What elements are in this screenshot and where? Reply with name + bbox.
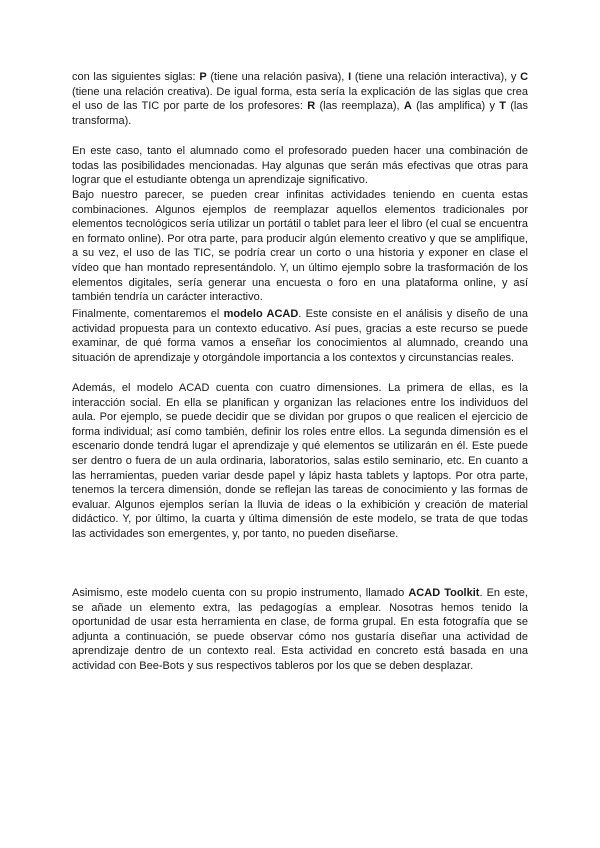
paragraph-dimensiones xyxy=(72,381,528,542)
body-text: Finalmente, comentaremos el xyxy=(72,308,224,320)
bold-text: ACAD Toolkit xyxy=(408,587,480,599)
body-text: con las siguientes siglas: xyxy=(72,71,200,83)
bold-text: I xyxy=(348,71,352,83)
body-text: . En este, se añade un elemento extra, las pedagogías a emplear. Nosotras hemos tenido la oportunidad de usar esta herramienta en clase, de forma grupal. En esta fotografía que se adjunta a continuación, se puede observar cómo nos gustaría diseñar una actividad de aprendizaje dentro de un contexto real. Esta actividad en concreto está basada en una actividad con Bee-Bots y sus respectivos tableros por los que se deben desplazar. xyxy=(72,587,528,672)
bold-text: T xyxy=(499,100,506,113)
body-text: (tiene una relación pasiva), xyxy=(206,71,349,83)
paragraph-siglas xyxy=(72,70,528,128)
body-text: Además, el modelo ACAD cuenta con cuatro dimensiones. La primera de ellas, es la interacción social. En ella se planifican y organizan las relaciones entre los individuos del aula. Por ejemplo, se puede decidir que se dividan por grupos o que realicen el ejercicio de forma individual; así como también, definir los roles entre ellos. La segunda dimensión es el escenario donde tendrá lugar el aprendizaje y qué elementos se utilizarán en él. Este puede ser dentro o fuera de un aula ordinaria, laboratorios, salas estilo seminario, etc. En cuanto a las herramientas, pueden variar desde papel y lápiz hasta tablets y laptops. Por otra parte, tenemos la tercera dimensión, donde se reflejan las tareas de conocimiento y las formas de evaluar. Algunos ejemplos serían la lluvia de ideas o la exhibición y creación de material didáctico. Y, por último, la cuarta y última dimensión de este modelo, se trata de que todas las actividades son emergentes, y, por tanto, no pueden diseñarse. xyxy=(72,382,528,540)
body-text: (tiene una relación interactiva), y xyxy=(351,71,521,83)
body-text: (las transforma). xyxy=(72,100,528,127)
paragraph-modelo-acad xyxy=(72,307,528,365)
body-text: (las amplifica) y xyxy=(411,100,500,113)
paragraph-acad-toolkit xyxy=(72,586,528,674)
paragraph-actividades xyxy=(72,188,528,305)
body-text: . Este consiste en el análisis y diseño de una actividad propuesta para un contexto educativo. Así pues, gracias a este recurso se puede examinar, de qué forma vamos a enseñar los conocimientos al alumnado, creando una situación de aprendizaje y otorgándole importancia a los contextos y circunstancias reales. xyxy=(72,308,528,364)
bold-text: modelo ACAD xyxy=(223,308,299,320)
body-text: (tiene una relación creativa). De igual forma, esta sería la explicación de las siglas que crea el uso de las TIC por parte de los profesores: xyxy=(72,85,528,113)
body-text: Asimismo, este modelo cuenta con su propio instrumento, llamado xyxy=(72,587,409,599)
bold-text: C xyxy=(520,71,529,83)
body-text: (las reemplaza), xyxy=(315,100,404,113)
bold-text: A xyxy=(403,100,412,113)
body-text: En este caso, tanto el alumnado como el profesorado pueden hacer una combinación de todas las posibilidades mencionadas. Hay algunas que serán más efectivas que otras para lograr que el estudiante obtenga un aprendizaje significativo. xyxy=(72,145,528,187)
body-text: Bajo nuestro parecer, se pueden crear infinitas actividades teniendo en cuenta estas combinaciones. Algunos ejemplos de reemplazar aquellos elementos tradicionales por elementos tecnológicos sería utilizar un portátil o tablet para leer el libro (el cual se encuentra en formato online). Por otra parte, para producir algún elemento creativo y que se amplifique, a su vez, el uso de las TIC, se podría crear un corto o una historia y exponer en clase el vídeo que han montado representándolo. Y, un último ejemplo sobre la trasformación de los elementos digitales, sería generar una encuesta o foro en una plataforma online, y así también tendría un carácter interactivo. xyxy=(72,189,528,304)
paragraph-combinacion xyxy=(72,144,528,188)
bold-text: R xyxy=(307,100,316,113)
bold-text: P xyxy=(199,71,207,83)
